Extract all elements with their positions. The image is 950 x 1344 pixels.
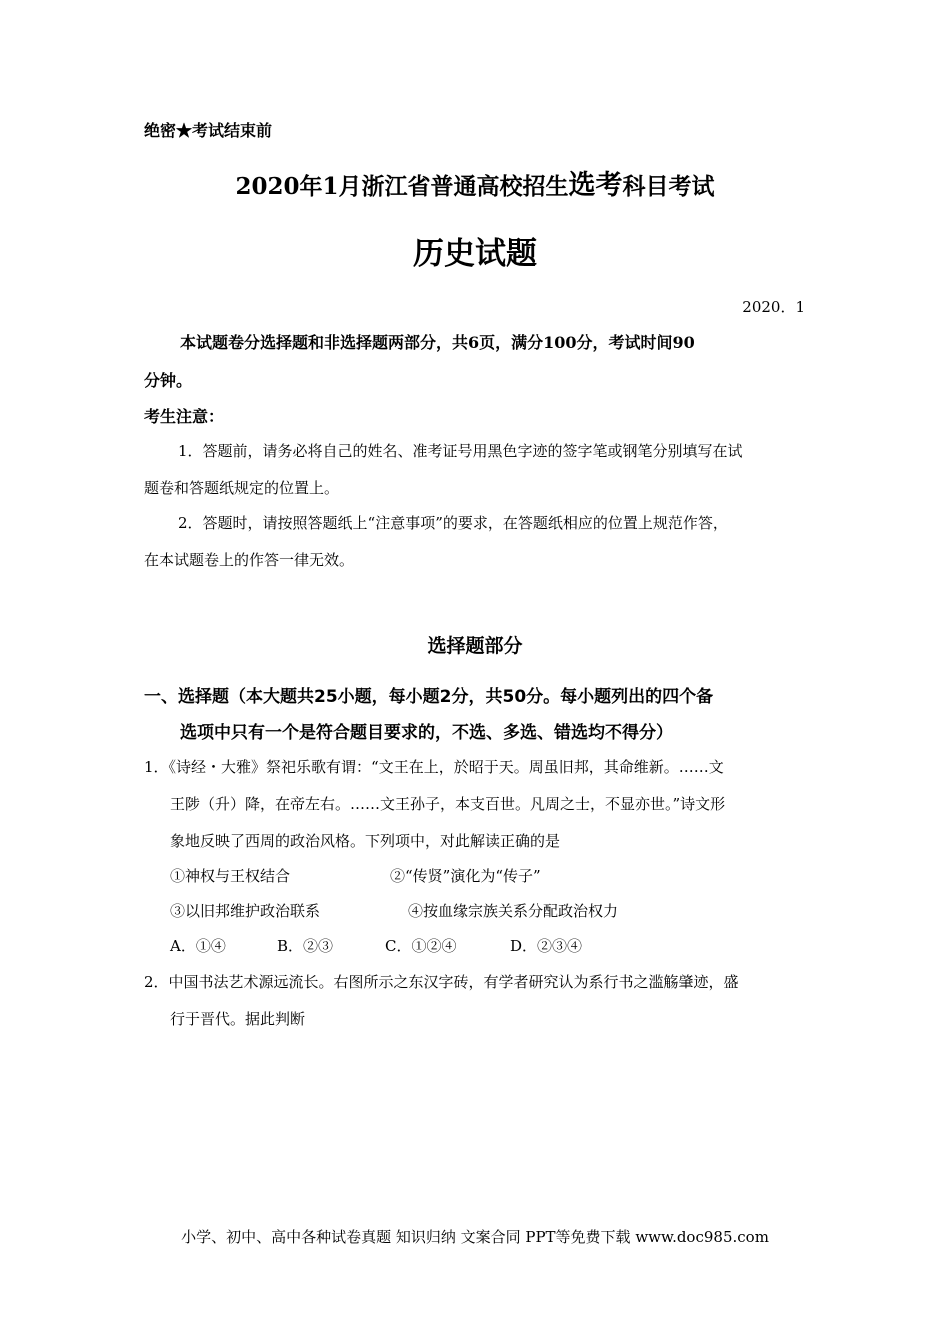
section-heading-line-1: 一、选择题（本大题共25小题，每小题2分，共50分。每小题列出的四个备 bbox=[144, 687, 714, 707]
confidential-label: 绝密★考试结束前 bbox=[144, 121, 273, 140]
exam-title-part1: 2020年1月浙江省普通高校招生 bbox=[235, 173, 569, 200]
section-heading-line-2: 选项中只有一个是符合题目要求的，不选、多选、错选均不得分） bbox=[180, 723, 673, 743]
footer-text: 小学、初中、高中各种试卷真题 知识归纳 文案合同 PPT等免费下载 www.doc985.com bbox=[181, 1228, 769, 1246]
q1-line-2: 王陟（升）降，在帝左右。……文王孙子，本支百世。凡周之士，不显亦世。”诗文形 bbox=[170, 795, 726, 813]
q1-choice-b: B．②③ bbox=[277, 937, 334, 955]
exam-title bbox=[0, 163, 950, 202]
q1-option-1: ①神权与王权结合 bbox=[170, 867, 291, 885]
q1-option-4: ④按血缘宗族关系分配政治权力 bbox=[408, 902, 619, 920]
notice-item-2-line-1: 2．答题时，请按照答题纸上“注意事项”的要求，在答题纸相应的位置上规范作答， bbox=[178, 514, 728, 532]
q1-choice-c: C．①②④ bbox=[385, 937, 457, 955]
subject-title: 历史试题 bbox=[413, 236, 537, 272]
notice-item-1-line-2: 题卷和答题纸规定的位置上。 bbox=[144, 479, 340, 497]
notice-item-2-line-2: 在本试题卷上的作答一律无效。 bbox=[144, 551, 355, 569]
q2-line-2: 行于晋代。据此判断 bbox=[170, 1010, 306, 1028]
intro-line-2: 分钟。 bbox=[144, 371, 193, 390]
exam-title-emphasis: 选考 bbox=[568, 170, 623, 201]
q1-line-1: 1．《诗经・大雅》祭祀乐歌有谓：“文王在上，於昭于天。周虽旧邦，其命维新。……文 bbox=[144, 758, 724, 776]
exam-title-part2: 科目考试 bbox=[622, 173, 715, 200]
q1-option-3: ③以旧邦维护政治联系 bbox=[170, 902, 321, 920]
q1-option-2: ②“传贤”演化为“传子” bbox=[390, 867, 541, 885]
notice-item-1-line-1: 1．答题前，请务必将自己的姓名、准考证号用黑色字迹的签字笔或钢笔分别填写在试 bbox=[178, 442, 743, 460]
q1-line-3: 象地反映了西周的政治风格。下列项中，对此解读正确的是 bbox=[170, 832, 561, 850]
q1-choice-a: A．①④ bbox=[170, 937, 226, 955]
section-title: 选择题部分 bbox=[427, 635, 523, 657]
exam-date: 2020．1 bbox=[742, 298, 805, 316]
q1-choice-d: D．②③④ bbox=[510, 937, 583, 955]
notice-heading: 考生注意： bbox=[144, 407, 225, 426]
intro-line-1: 本试题卷分选择题和非选择题两部分，共6页，满分100分，考试时间90 bbox=[180, 333, 695, 352]
q2-line-1: 2．中国书法艺术源远流长。右图所示之东汉字砖，有学者研究认为系行书之滥觞肇迹，盛 bbox=[144, 973, 739, 991]
